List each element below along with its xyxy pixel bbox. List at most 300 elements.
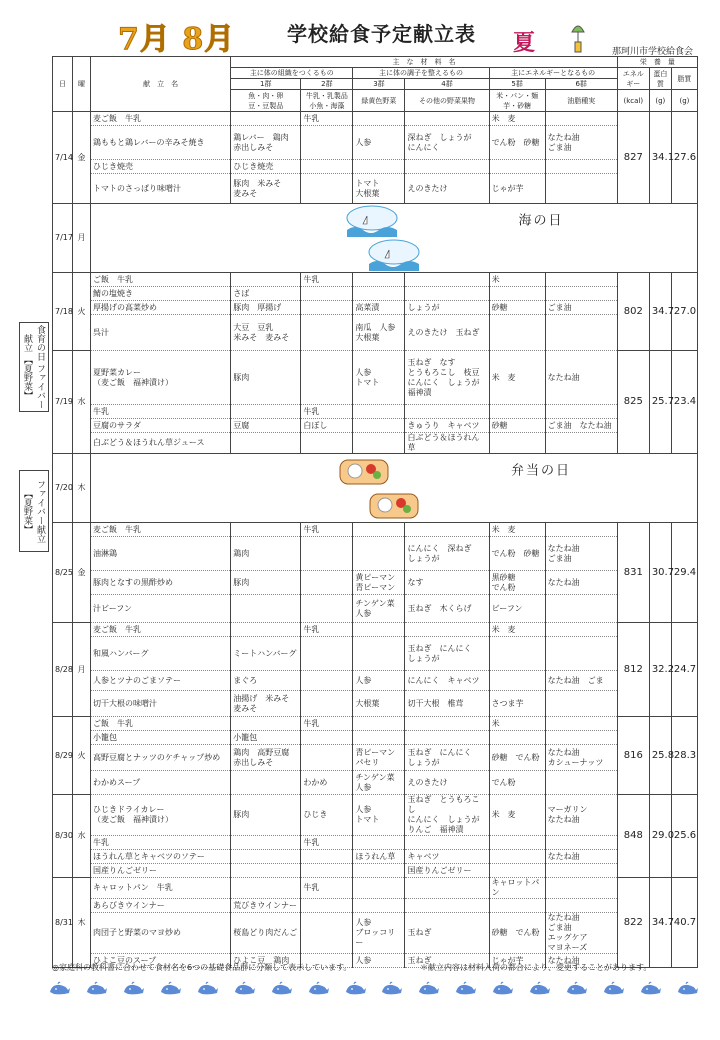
ingredient-g6: [545, 691, 617, 717]
protein-cell: 30.7: [649, 523, 671, 623]
ingredient-g1: 大豆 豆乳 米みそ 麦みそ: [231, 315, 301, 351]
date-cell: 7/17: [53, 204, 73, 273]
ingredient-g4: 白ぶどう＆ほうれん草: [405, 433, 489, 454]
ingredient-g5: ビーフン: [489, 595, 545, 623]
ingredient-g3: [353, 405, 405, 419]
dow-cell: 木: [73, 878, 91, 968]
bento-icon: [367, 488, 421, 522]
ingredient-g3: [353, 160, 405, 174]
ingredient-g3: [353, 523, 405, 537]
date-cell: 8/31: [53, 878, 73, 968]
group-4-sub: その他の野菜果物: [405, 90, 489, 112]
fat-cell: 40.7: [671, 878, 697, 968]
ingredient-g1: [231, 623, 301, 637]
ingredient-g2: [301, 537, 353, 571]
protein-cell: 29.0: [649, 795, 671, 878]
ingredient-g2: [301, 850, 353, 864]
ingredient-g2: [301, 913, 353, 954]
menu-body: [53, 112, 698, 968]
special-day-label: 弁当の日: [511, 463, 572, 479]
dow-cell: 水: [73, 351, 91, 454]
ingredient-g3: [353, 717, 405, 731]
table-row: [53, 315, 698, 351]
ingredient-g4: [405, 899, 489, 913]
page-title: 学校給食予定献立表: [287, 22, 476, 46]
ingredient-g4: 玉ねぎ: [405, 954, 489, 968]
protein-cell: 34.1: [649, 112, 671, 204]
ingredient-g5: [489, 731, 545, 745]
ingredient-g5: 米: [489, 273, 545, 287]
menu-item: 油淋鶏: [91, 537, 231, 571]
table-row: [53, 273, 698, 287]
ingredient-g2: [301, 287, 353, 301]
fat-cell: 27.0: [671, 273, 697, 351]
dow-cell: 金: [73, 112, 91, 204]
ingredient-g6: [545, 864, 617, 878]
unit-protein: (g): [649, 90, 671, 112]
ingredient-g4: 玉ねぎ にんにく しょうが: [405, 637, 489, 671]
ingredient-g2: [301, 671, 353, 691]
menu-item: ご飯 牛乳: [91, 273, 231, 287]
fat-cell: 23.4: [671, 351, 697, 454]
protein-cell: 32.2: [649, 623, 671, 717]
ingredient-g3: 南瓜 人参 大根葉: [353, 315, 405, 351]
table-row: [53, 731, 698, 745]
ingredient-g5: 米 麦: [489, 795, 545, 836]
ingredient-g1: [231, 864, 301, 878]
menu-item: 牛乳: [91, 836, 231, 850]
ingredient-g6: [545, 273, 617, 287]
ingredient-g3: [353, 433, 405, 454]
ingredient-g2: 牛乳: [301, 878, 353, 899]
ingredient-g2: 白ぼし: [301, 419, 353, 433]
ingredient-g4: きゅうり キャベツ: [405, 419, 489, 433]
menu-item: ひよこ豆のスープ: [91, 954, 231, 968]
ingredient-g3: 人参 トマト: [353, 795, 405, 836]
ingredient-g1: 小籠包: [231, 731, 301, 745]
whale-icon: [196, 980, 218, 996]
ingredient-g6: [545, 287, 617, 301]
month-title: 7月 8月: [118, 22, 236, 57]
ingredient-g3: 高菜漬: [353, 301, 405, 315]
ingredient-g5: でん粉: [489, 771, 545, 795]
special-day-row: [53, 454, 698, 523]
table-row: [53, 913, 698, 954]
ingredient-g6: [545, 717, 617, 731]
ingredient-g4: 玉ねぎ なす とうもろこし 枝豆 にんにく しょうが 福神漬: [405, 351, 489, 405]
ingredient-g5: [489, 287, 545, 301]
menu-table: [52, 56, 698, 968]
ingredient-g5: でん粉 砂糖: [489, 126, 545, 160]
ingredient-g2: わかめ: [301, 771, 353, 795]
ingredient-g3: [353, 878, 405, 899]
table-row: [53, 112, 698, 126]
ingredient-g5: 米 麦: [489, 112, 545, 126]
dow-cell: 月: [73, 204, 91, 273]
ingredient-g1: まぐろ: [231, 671, 301, 691]
menu-item: 切干大根の味噌汁: [91, 691, 231, 717]
table-row: [53, 864, 698, 878]
ingredient-g4: 国産りんごゼリー: [405, 864, 489, 878]
dow-cell: 火: [73, 717, 91, 795]
ingredient-g2: [301, 899, 353, 913]
whale-icon: [528, 980, 550, 996]
ingredient-g4: えのきたけ: [405, 174, 489, 204]
dow-cell: 月: [73, 623, 91, 717]
table-row: [53, 301, 698, 315]
ingredient-g6: ごま油 なたね油: [545, 419, 617, 433]
group-2: 2群: [301, 79, 353, 90]
fat-cell: 25.6: [671, 795, 697, 878]
ingredient-g4: しょうが: [405, 301, 489, 315]
ingredient-g2: 牛乳: [301, 836, 353, 850]
ingredient-g6: [545, 899, 617, 913]
ingredient-g1: [231, 112, 301, 126]
group-6-sub: 油脂種実: [545, 90, 617, 112]
energy-cell: 831: [617, 523, 649, 623]
ingredient-g4: 玉ねぎ: [405, 913, 489, 954]
whale-icon: [491, 980, 513, 996]
group-1-sub: 魚・肉・卵 豆・豆製品: [231, 90, 301, 112]
ingredient-g2: ひじき: [301, 795, 353, 836]
ingredient-g2: 牛乳: [301, 405, 353, 419]
ingredient-g3: [353, 623, 405, 637]
ingredient-g4: 玉ねぎ とうもろこし にんにく しょうが りんご 福神漬: [405, 795, 489, 836]
table-row: [53, 351, 698, 405]
ingredient-g6: なたね油: [545, 571, 617, 595]
ingredient-g6: [545, 315, 617, 351]
ingredient-g6: なたね油 ごま油: [545, 537, 617, 571]
ingredient-g1: ひじき焼売: [231, 160, 301, 174]
ingredient-g6: なたね油: [545, 351, 617, 405]
menu-item: 呉汁: [91, 315, 231, 351]
ingredient-g4: 切干大根 椎茸: [405, 691, 489, 717]
menu-item: 麦ご飯 牛乳: [91, 623, 231, 637]
ingredient-g1: 豚肉: [231, 795, 301, 836]
ingredient-g6: [545, 174, 617, 204]
ingredient-g5: さつま芋: [489, 691, 545, 717]
ingredient-g5: じゃが芋: [489, 954, 545, 968]
group-6: 6群: [545, 79, 617, 90]
ingredient-g5: 砂糖: [489, 301, 545, 315]
whale-icon: [122, 980, 144, 996]
whale-icon: [307, 980, 329, 996]
date-cell: 7/18: [53, 273, 73, 351]
ingredient-g4: [405, 836, 489, 850]
table-row: [53, 717, 698, 731]
menu-item: 鯖の塩焼き: [91, 287, 231, 301]
energy-cell: 812: [617, 623, 649, 717]
ingredient-g3: 人参 ブロッコリー: [353, 913, 405, 954]
ingredient-g5: [489, 836, 545, 850]
bento-icon: [337, 454, 391, 488]
ingredient-g5: [489, 671, 545, 691]
menu-item: 国産りんごゼリー: [91, 864, 231, 878]
table-row: [53, 433, 698, 454]
whale-icon: [602, 980, 624, 996]
table-row: [53, 836, 698, 850]
ingredient-g5: 米 麦: [489, 523, 545, 537]
ingredient-g1: [231, 433, 301, 454]
sea-icon: [367, 238, 421, 272]
ingredient-g2: [301, 174, 353, 204]
side-label-0825: ファイバー献立 【夏野菜】: [19, 470, 49, 552]
col-protein: 蛋白質: [649, 68, 671, 90]
table-row: [53, 850, 698, 864]
whale-icon: [417, 980, 439, 996]
menu-item: 厚揚げの高菜炒め: [91, 301, 231, 315]
ingredient-g3: [353, 864, 405, 878]
date-cell: 8/30: [53, 795, 73, 878]
energy-cell: 816: [617, 717, 649, 795]
col-menu: 献 立 名: [91, 57, 231, 112]
ingredient-g5: 米: [489, 717, 545, 731]
footer-note-left: ◎家庭科の教科書に合わせて食材名を6つの基礎食品群に分類して表示しています。: [52, 963, 352, 972]
ingredient-g3: チンゲン菜 人参: [353, 595, 405, 623]
ingredient-g1: 豚肉 厚揚げ: [231, 301, 301, 315]
ingredient-g3: [353, 112, 405, 126]
ingredient-g3: 人参: [353, 126, 405, 160]
ingredient-g5: 黒砂糖 でん粉: [489, 571, 545, 595]
ingredient-g5: 米 麦: [489, 351, 545, 405]
table-row: [53, 795, 698, 836]
special-day-cell: [91, 204, 698, 273]
whale-decoration: [48, 980, 698, 1002]
ingredient-g4: にんにく キャベツ: [405, 671, 489, 691]
whale-icon: [380, 980, 402, 996]
ingredient-g3: [353, 637, 405, 671]
col-ingredients: 主 な 材 料 名: [231, 57, 618, 68]
publisher: 那珂川市学校給食会: [612, 47, 694, 57]
menu-item: 豚肉となすの黒酢炒め: [91, 571, 231, 595]
ingredient-g6: [545, 523, 617, 537]
ingredient-g1: 鶏レバー 鶏肉 赤出しみそ: [231, 126, 301, 160]
ingredient-g6: なたね油 ごま: [545, 671, 617, 691]
group-4: 4群: [405, 79, 489, 90]
ingredient-g5: [489, 160, 545, 174]
ingredient-g2: 牛乳: [301, 273, 353, 287]
special-day-row: [53, 204, 698, 273]
ingredient-g1: [231, 595, 301, 623]
group-header-3: 主にエネルギーとなるもの: [489, 68, 617, 79]
ingredient-g4: [405, 405, 489, 419]
ingredient-g3: [353, 287, 405, 301]
ingredient-g4: [405, 878, 489, 899]
ingredient-g3: 人参 トマト: [353, 351, 405, 405]
ingredient-g6: [545, 836, 617, 850]
ingredient-g6: なたね油 ごま油 エッグケア マヨネーズ: [545, 913, 617, 954]
energy-cell: 822: [617, 878, 649, 968]
ingredient-g5: [489, 637, 545, 671]
ingredient-g1: 豆腐: [231, 419, 301, 433]
table-row: [53, 160, 698, 174]
group-header-1: 主に体の組織をつくるもの: [231, 68, 353, 79]
fat-cell: 29.4: [671, 523, 697, 623]
table-row: [53, 595, 698, 623]
col-date: 日: [53, 57, 73, 112]
group-5: 5群: [489, 79, 545, 90]
ingredient-g5: [489, 864, 545, 878]
table-row: [53, 287, 698, 301]
ingredient-g2: [301, 433, 353, 454]
date-cell: 8/29: [53, 717, 73, 795]
ingredient-g6: [545, 433, 617, 454]
ingredient-g3: 青ピーマン パセリ: [353, 745, 405, 771]
ingredient-g1: 豚肉: [231, 571, 301, 595]
ingredient-g6: [545, 405, 617, 419]
ingredient-g6: なたね油: [545, 850, 617, 864]
group-5-sub: 米・パン・麺 芋・砂糖: [489, 90, 545, 112]
ingredient-g2: 牛乳: [301, 717, 353, 731]
ingredient-g5: [489, 315, 545, 351]
unit-fat: (g): [671, 90, 697, 112]
table-row: [53, 637, 698, 671]
unit-kcal: (kcal): [617, 90, 649, 112]
menu-item: トマトのさっぱり味噌汁: [91, 174, 231, 204]
ingredient-g4: [405, 731, 489, 745]
table-row: [53, 623, 698, 637]
date-cell: 8/28: [53, 623, 73, 717]
protein-cell: 25.7: [649, 351, 671, 454]
date-cell: 8/25: [53, 523, 73, 623]
ingredient-g3: トマト 大根葉: [353, 174, 405, 204]
ingredient-g3: [353, 731, 405, 745]
date-cell: 7/14: [53, 112, 73, 204]
ingredient-g1: 鶏肉 高野豆腐 赤出しみそ: [231, 745, 301, 771]
ingredient-g3: [353, 899, 405, 913]
ingredient-g2: 牛乳: [301, 623, 353, 637]
ingredient-g1: 鶏肉: [231, 537, 301, 571]
ingredient-g1: [231, 878, 301, 899]
ingredient-g1: 豚肉: [231, 351, 301, 405]
ingredient-g1: さば: [231, 287, 301, 301]
ingredient-g4: [405, 287, 489, 301]
special-day-cell: [91, 454, 698, 523]
menu-item: ほうれん草とキャベツのソテー: [91, 850, 231, 864]
group-3-sub: 緑黄色野菜: [353, 90, 405, 112]
ingredient-g5: 砂糖 でん粉: [489, 913, 545, 954]
table-row: [53, 878, 698, 899]
ingredient-g1: 桜島どり肉だんご: [231, 913, 301, 954]
col-energy: エネルギー: [617, 68, 649, 90]
ingredient-g5: キャロットパン: [489, 878, 545, 899]
menu-item: わかめスープ: [91, 771, 231, 795]
table-row: [53, 523, 698, 537]
ingredient-g3: [353, 419, 405, 433]
menu-item: 豆腐のサラダ: [91, 419, 231, 433]
ingredient-g5: じゃが芋: [489, 174, 545, 204]
menu-item: 人参とツナのごまソテー: [91, 671, 231, 691]
menu-item: ひじきドライカレー （麦ご飯 福神漬け）: [91, 795, 231, 836]
energy-cell: 802: [617, 273, 649, 351]
table-row: [53, 419, 698, 433]
menu-item: キャロットパン 牛乳: [91, 878, 231, 899]
whale-icon: [344, 980, 366, 996]
date-cell: 7/20: [53, 454, 73, 523]
whale-icon: [454, 980, 476, 996]
ingredient-g2: 牛乳: [301, 523, 353, 537]
ingredient-g4: [405, 273, 489, 287]
whale-icon: [639, 980, 661, 996]
col-fat: 脂質: [671, 68, 697, 90]
ingredient-g5: [489, 405, 545, 419]
menu-item: 和風ハンバーグ: [91, 637, 231, 671]
ingredient-g6: [545, 878, 617, 899]
ingredient-g2: [301, 595, 353, 623]
fat-cell: 27.6: [671, 112, 697, 204]
ingredient-g2: [301, 745, 353, 771]
energy-cell: 848: [617, 795, 649, 878]
protein-cell: 34.7: [649, 273, 671, 351]
table-row: [53, 671, 698, 691]
whale-icon: [565, 980, 587, 996]
ingredient-g4: [405, 160, 489, 174]
ingredient-g1: [231, 850, 301, 864]
table-row: [53, 174, 698, 204]
ingredient-g2: [301, 691, 353, 717]
ingredient-g2: [301, 315, 353, 351]
ingredient-g1: 油揚げ 米みそ 麦みそ: [231, 691, 301, 717]
special-day-label: 海の日: [518, 213, 564, 229]
ingredient-g3: [353, 836, 405, 850]
whale-icon: [233, 980, 255, 996]
ingredient-g4: えのきたけ: [405, 771, 489, 795]
table-row: [53, 745, 698, 771]
side-label-0719: 食育の日 ファイバー献立 【夏野菜】: [19, 322, 49, 412]
ingredient-g3: 人参: [353, 954, 405, 968]
group-1: 1群: [231, 79, 301, 90]
ingredient-g6: [545, 112, 617, 126]
footer-note-right: ＊献立内容は材料入荷の都合により、変更することがあります。: [420, 963, 652, 972]
ingredient-g2: [301, 160, 353, 174]
ingredient-g6: [545, 637, 617, 671]
date-cell: 7/19: [53, 351, 73, 454]
ingredient-g3: ほうれん草: [353, 850, 405, 864]
menu-item: 肉団子と野菜のマヨ炒め: [91, 913, 231, 954]
ingredient-g1: ミートハンバーグ: [231, 637, 301, 671]
menu-item: 白ぶどう＆ほうれん草ジュース: [91, 433, 231, 454]
table-row: [53, 405, 698, 419]
ingredient-g6: なたね油 カシューナッツ: [545, 745, 617, 771]
ingredient-g5: [489, 433, 545, 454]
ingredient-g4: [405, 112, 489, 126]
menu-item: 麦ご飯 牛乳: [91, 112, 231, 126]
menu-item: 汁ビーフン: [91, 595, 231, 623]
ingredient-g1: [231, 273, 301, 287]
table-row: [53, 537, 698, 571]
whale-icon: [270, 980, 292, 996]
ingredient-g4: なす: [405, 571, 489, 595]
ingredient-g2: [301, 126, 353, 160]
ingredient-g4: 玉ねぎ 木くらげ: [405, 595, 489, 623]
table-row: [53, 691, 698, 717]
ingredient-g4: にんにく 深ねぎ しょうが: [405, 537, 489, 571]
ingredient-g5: 砂糖: [489, 419, 545, 433]
ingredient-g4: キャベツ: [405, 850, 489, 864]
ingredient-g2: [301, 637, 353, 671]
ingredient-g6: ごま油: [545, 301, 617, 315]
ingredient-g4: えのきたけ 玉ねぎ: [405, 315, 489, 351]
summer-badge: 夏: [513, 31, 536, 56]
protein-cell: 34.7: [649, 878, 671, 968]
col-nutrition: 栄 養 量: [617, 57, 697, 68]
energy-cell: 827: [617, 112, 649, 204]
ingredient-g1: [231, 405, 301, 419]
ingredient-g2: [301, 571, 353, 595]
table-row: [53, 771, 698, 795]
ingredient-g5: 砂糖 でん粉: [489, 745, 545, 771]
ingredient-g4: 玉ねぎ にんにく しょうが: [405, 745, 489, 771]
